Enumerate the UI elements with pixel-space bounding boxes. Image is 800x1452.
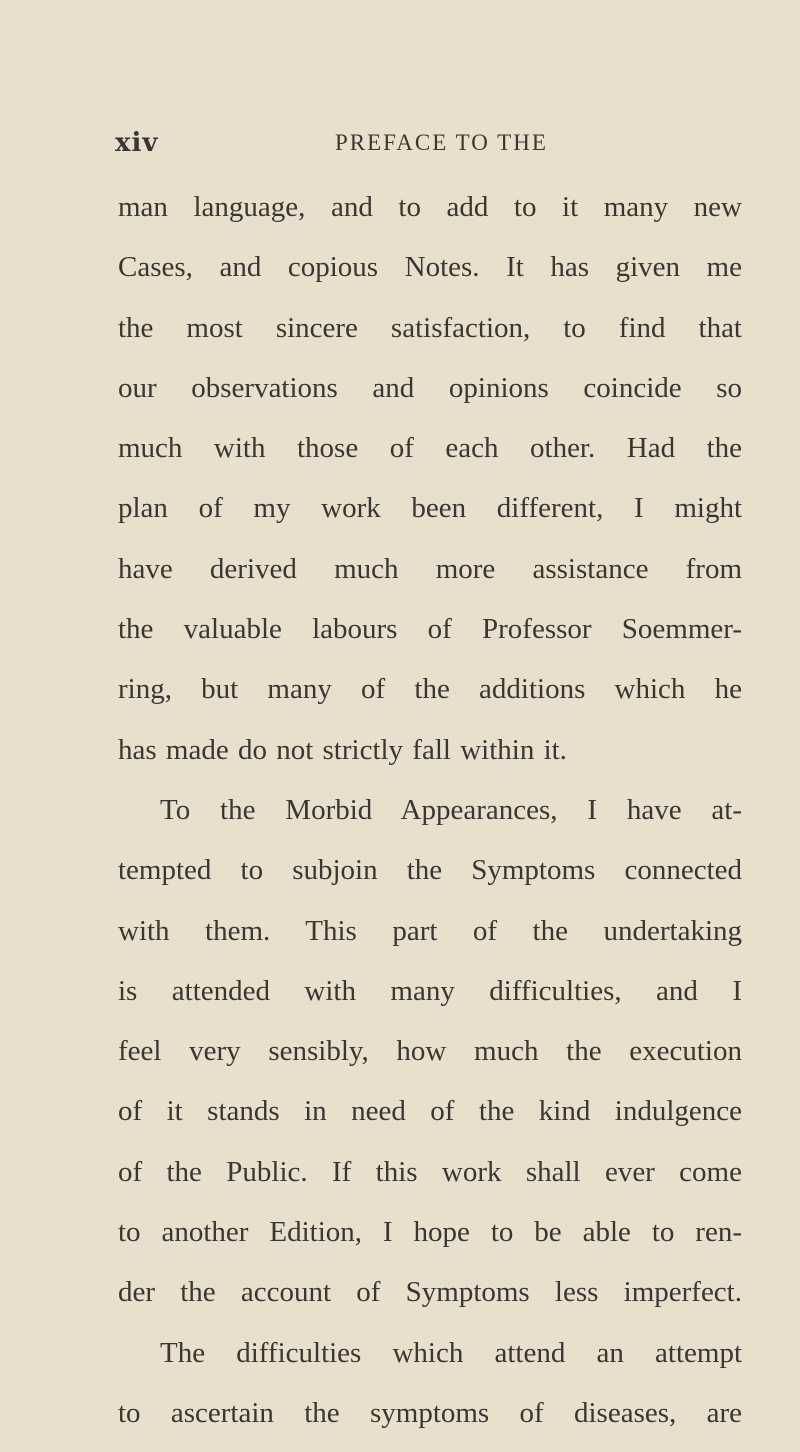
- text-line: is attended with many difficulties, and I: [118, 974, 742, 1007]
- page-body: [118, 186, 742, 1452]
- text-line: of it stands in need of the kind indulgence: [118, 1095, 742, 1128]
- text-line: the most sincere satisfaction, to find that: [118, 311, 742, 344]
- text-line: tempted to subjoin the Symptoms connected: [118, 854, 742, 887]
- text-line: ring, but many of the additions which he: [118, 673, 742, 706]
- paragraph-start-line: The difficulties which attend an attempt: [160, 1336, 742, 1369]
- text-line: have derived much more assistance from: [118, 552, 742, 585]
- text-line: der the account of Symptoms less imperfect.: [118, 1276, 742, 1309]
- text-line: man language, and to add to it many new: [118, 191, 742, 223]
- paragraph-start-line: To the Morbid Appearances, I have at-: [160, 793, 742, 826]
- text-line: with them. This part of the undertaking: [118, 914, 742, 947]
- text-line: of the Public. If this work shall ever come: [118, 1155, 742, 1188]
- text-line: much with those of each other. Had the: [118, 432, 742, 465]
- page-number: xiv: [115, 128, 159, 158]
- text-line: Cases, and copious Notes. It has given me: [118, 251, 742, 284]
- text-line: plan of my work been different, I might: [118, 492, 742, 525]
- text-line: feel very sensibly, how much the execution: [118, 1035, 742, 1068]
- text-line: the valuable labours of Professor Soemmer-: [118, 613, 742, 646]
- running-title: PREFACE TO THE: [335, 130, 548, 155]
- text-line: to ascertain the symptoms of diseases, are: [118, 1396, 742, 1429]
- text-line: has made do not strictly fall within it.: [118, 733, 567, 766]
- text-line: to another Edition, I hope to be able to ren-: [118, 1216, 742, 1249]
- page-header: [115, 128, 725, 164]
- text-line: our observations and opinions coincide so: [118, 371, 742, 404]
